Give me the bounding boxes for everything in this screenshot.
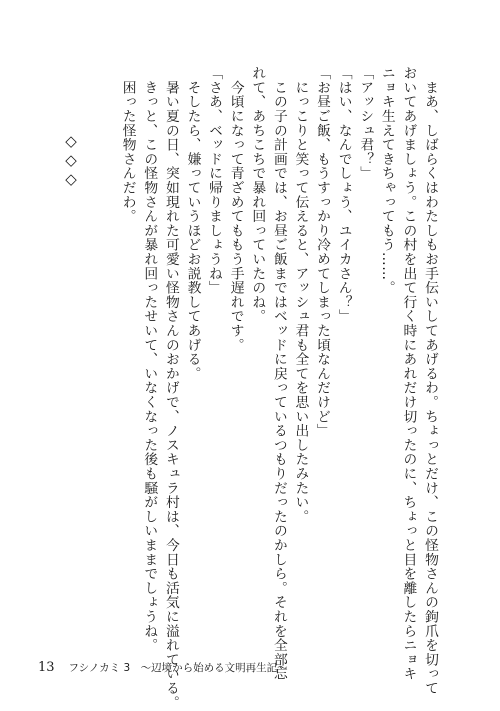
text-line: ニョキ生えてきちゃってもう……。 [378, 66, 395, 295]
text-line: 「はい、なんでしょう、ユイカさん？」 [335, 66, 352, 324]
text-line: 「さあ、ベッドに帰りましょうね」 [206, 66, 223, 295]
text-line: にっこりと笑って伝えると、アッシュ君も全てを思い出したみたい。 [292, 66, 309, 524]
text-line: れて、あちこちで暴れ回っていたのね。 [249, 66, 266, 324]
text-line: 「アッシュ君？」 [357, 66, 374, 181]
text-line: 「お昼ご飯、もうすっかり冷めてしまった頃なんだけど」 [314, 66, 331, 438]
running-title: フシノカミ 3 ～辺境から始める文明再生記～ [68, 662, 288, 674]
text-line: 困った怪物さんだわ。 [119, 66, 136, 224]
text-line: 暑い夏の日、突如現れた可愛い怪物さんのおかげで、ノスキュラ村は、今日も活気に溢れている。 [162, 66, 179, 710]
text-line: 今頃になって青ざめてももう手遅れです。 [227, 66, 244, 352]
section-separator: ◇◇◇ [62, 132, 80, 189]
page-number: 13 [38, 660, 55, 675]
text-line: まあ、しばらくはわたしもお手伝いしてあげるわ。ちょっとだけ、この怪物さんの鉤爪を切って [422, 66, 438, 696]
text-line: そしたら、嫌っていうほどお説教してあげる。 [184, 66, 201, 381]
text-line: おいてあげましょう。この村を出て行く時にあれだけ切ったのに、ちょっと目を離したらニョキ [400, 66, 417, 681]
text-line: この子の計画では、お昼ご飯まではベッドに戻っているつもりだったのかしら。それを全部忘 [270, 66, 287, 681]
text-line: きっと、この怪物さんが暴れ回ったせいて、いなくなった後も騒がしいままでしょうね。 [141, 66, 158, 653]
page-footer [38, 660, 288, 675]
